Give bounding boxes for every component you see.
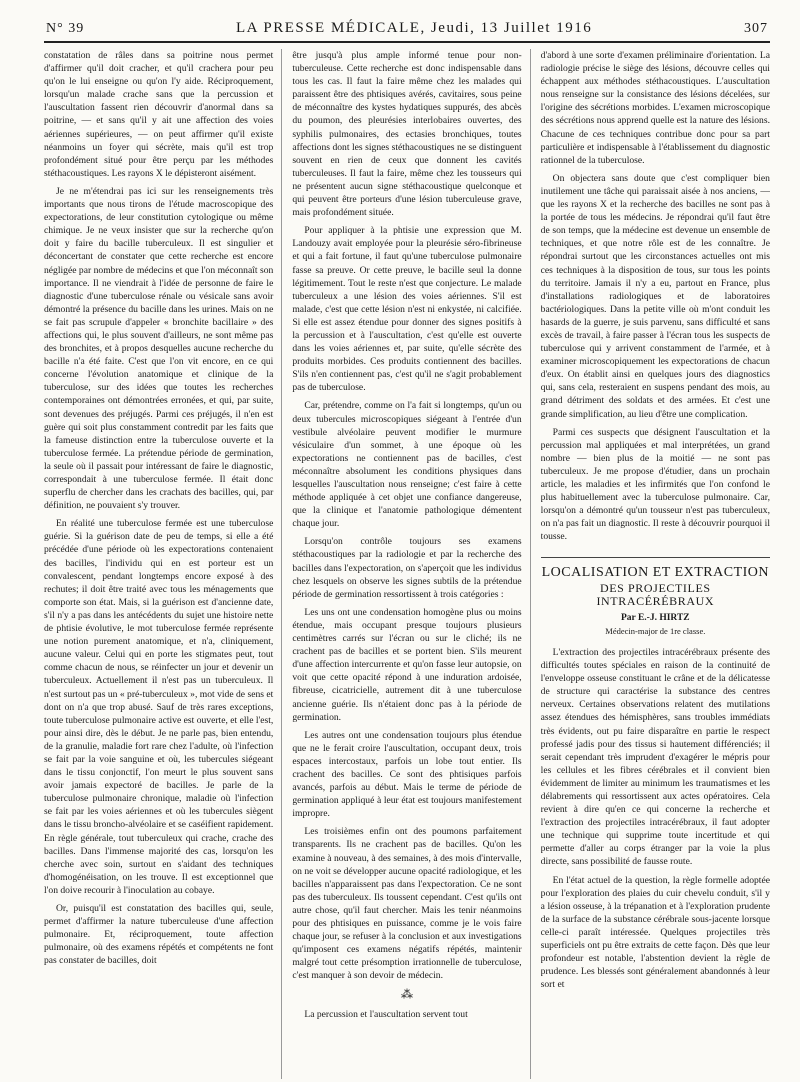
paragraph: Parmi ces suspects que désignent l'auscultation et la percussion mal appliquées et mal interprétées, un grand nombre — bien plus de la moitié — ne sont pas tuberculeux. Je me propose d'étudier, dans un prochain article, les maladies et les infirmités que l'on confond le plus habituellement avec la tuberculose pulmonaire. Car, lorsqu'on a démontré qu'un tousseur n'est pas tuberculeux, on n'a pas fait un diagnostic. Il reste à découvrir pourquoi il tousse.: [540, 426, 770, 543]
paragraph: être jusqu'à plus ample informé tenue pour non-tuberculeuse. Cette recherche est donc indispensable dans tous les cas. Il faut la faire même chez les malades qui paraissent être des phtisiques avérés, cavitaires, sous peine de méconnaître des kystes hydatiques suppurés, des abcès du poumon, des pleurésies interlobaires ouvertes, des syphilis pulmonaires, des ectasies bronchiques, toutes affections dont les signes stéthacoustiques ne se distinguent souvent en rien de ceux que donnent les cavités tuberculeuses. Il faut la faire, même chez les tousseurs qui ne présentent aucun signe stéthacoustique quelconque et qui peuvent être porteurs d'une lésion tuberculeuse grave, mais profondément située.: [292, 50, 522, 219]
author-rank: Médecin-major de 1re classe.: [605, 625, 706, 636]
paragraph: Les uns ont une condensation homogène plus ou moins étendue, mais occupant presque toujours plusieurs centimètres carrés sur l'écran ou sur le cliché; ils ne crachent pas de bacilles et se portent bien. S'ils meurent d'une affection intercurrente et qu'on fasse leur autopsie, on voit que cette opacité répond à une induration ardoisée, fibreuse, cicatricielle, autrement dit à une tuberculose ancienne guérie. Ils n'étaient donc pas à la période de germination.: [292, 606, 522, 723]
article-author: Par E.-J. HIRTZ: [621, 612, 690, 623]
paragraph: d'abord à une sorte d'examen préliminaire d'orientation. La radiologie précise le siège des lésions, découvre celles qui échappent aux méthodes stéthacoustiques. L'auscultation nous renseigne sur la consistance des lésions décelées, sur l'origine des sécrétions morbides. L'examen microscopique des sécrétions nous apprend quelle est la nature des lésions. Chacune de ces techniques contribue donc pour sa part particulière et indispensable à l'établissement du diagnostic rationnel de la tuberculose.: [540, 50, 770, 166]
column-3: [541, 49, 770, 1079]
paragraph: constatation de râles dans sa poitrine nous permet d'affirmer qu'il doit cracher, et qu'il crachera pour peu qu'on le lui enseigne ou qu'on l'y aide. Réciproquement, lorsqu'un malade crache sans que la percussion et l'auscultation fassent rien découvrir d'anormal dans sa poitrine, — et sans qu'il y ait une affection des voies aériennes supérieures, — on peut affirmer qu'il existe néanmoins un foyer qui sécrète, mais qu'il est trop profondément situé pour être perçu par les méthodes stéthacoustiques. Les rayons X le dépisteront aisément.: [44, 50, 274, 179]
paragraph: Pour appliquer à la phtisie une expression que M. Landouzy avait employée pour la pleurésie séro-fibrineuse et qui a fait fortune, il faut qu'une tuberculose pulmonaire fasse sa preuve. Or cette preuve, le bacille seul la donne légitimement. Tout le reste n'est que conjecture. Le malade tuberculeux a une lésion des voies aériennes. S'il est malade, c'est que cette lésion n'est ni enkystée, ni calcifiée. Si elle est assez étendue pour donner des signes positifs à la percussion et à l'auscultation, c'est qu'elle est ouverte dans les voies aériennes et, par suite, qu'elle sécrète des produits morbides. Ces produits contiennent des bacilles. S'ils n'en contiennent pas, c'est qu'il ne s'agit probablement pas de tuberculose.: [292, 225, 522, 394]
text-columns: [44, 49, 770, 1079]
paragraph: La percussion et l'auscultation servent tout: [304, 1008, 468, 1020]
page-number: 307: [744, 21, 768, 36]
column-1: [44, 49, 282, 1079]
paragraph: Or, puisqu'il est constatation des bacilles qui, seule, permet d'affirmer la nature tuberculeuse d'une affection pulmonaire. Et, réciproquement, toute affection pulmonaire, où des examens répétés et compétents ne font pas constater de bacilles, doit: [44, 903, 274, 967]
paragraph: Les autres ont une condensation toujours plus étendue que ne le ferait croire l'auscultation, occupant deux, trois espaces intercostaux, parfois un lobe tout entier. Ils crachent des bacilles. Ce sont des phtisiques parfois avancés, parfois au début. Mais le terme de période de germination appliqué à leur état est toujours manifestement impropre.: [292, 729, 522, 820]
journal-title: LA PRESSE MÉDICALE, Jeudi, 13 Juillet 1916: [235, 20, 593, 36]
article-title: LOCALISATION ET EXTRACTION: [541, 557, 770, 579]
paragraph: L'extraction des projectiles intracérébraux présente des difficultés toutes spéciales en raison de la continuité de l'enveloppe osseuse constituant le crâne et de la délicatesse de structure qui caractérise la substance des centres nerveux. Certaines observations relatent des mutilations assez étendues des hémisphères, sans troubles immédiats très évidents, out pu faire disparaître en partie le respect professé jadis pour des tissus si hautement différenciés; il serait cependant très imprudent d'exagérer le mépris pour les cellules et les fibres cérébrales et il convient bien évidemment de limiter au minimum les traumatismes et les délabrements qui ressortissent aux actes opératoires. Cela revient à dire qu'en ce qui concerne la recherche et l'extraction des projectiles intracérébraux, il faut adopter une technique qui supprime toute incertitude et qui permette d'aller au corps étranger par la voie la plus directe, sans possibilité de fausse route.: [540, 646, 770, 868]
article-subtitle: DES PROJECTILES INTRACÉRÉBRAUX: [596, 580, 715, 608]
column-2: [292, 49, 530, 1079]
page-header: [44, 20, 770, 43]
paragraph: Lorsqu'on contrôle toujours ses examens stéthacoustiques par la radiologie et par la recherche des bacilles dans l'expectoration, on s'aperçoit que les individus chez lesquels on observe les signes subtils de la prétendue période de germination ressortissent à trois catégories :: [292, 536, 522, 600]
issue-number: N° 39: [46, 21, 85, 36]
paragraph: Les troisièmes enfin ont des poumons parfaitement transparents. Ils ne crachent pas de bacilles. Qu'on les examine à nouveau, à des semaines, à des mois d'intervalle, on ne voit se développer aucune opacité radiologique, et les bacilles n'apparaissent pas dans l'expectoration. Ce ne sont pas des tuberculeux. Ils toussent cependant. C'est qu'ils ont autre chose, qu'il faut chercher. Mais les tenir néanmoins pour des phtisiques en puissance, comme je le vois faire chaque jour, se refuser à la conclusion et aux investigations qu'imposent ces examens négatifs répétés, maintenir malgré tout cette présomption irrationnelle de tuberculose, c'est manquer à son devoir de médecin.: [292, 826, 522, 982]
paragraph: Je ne m'étendrai pas ici sur les renseignements très importants que nous tirons de l'étude macroscopique des expectorations, de leur constitution cytologique ou même chimique. Je ne veux insister que sur la recherche qu'on doit y faire du bacille tuberculeux. Il est singulier et déconcertant de constater que cette recherche est encore négligée par nombre de médecins et que l'on méconnaît son importance. Il ne viendrait à l'idée de personne de faire le diagnostic d'une tuberculose rénale ou vésicale sans avoir démontré la présence du bacille dans les urines. Mais on ne se fait pas scrupule d'appeler « bronchite bacillaire » des affections qui, le plus souvent d'ailleurs, ne sont même pas des bronchites, et à propos desquelles aucune recherche du bacille n'a été faite. C'est que l'on vit encore, en ce qui concerne l'évolution anatomique et clinique de la tuberculose, sur des idées que toutes les recherches contemporaines ont démontrées erronées, et qui, par suite, sont devenues des préjugés. Parmi ces préjugés, il n'en est guère qui soit plus constamment contredit par les faits que la fameuse distinction entre la tuberculose ouverte et la tuberculose fermée. La prétendue période de germination, la seule où il passait pour intéressant de faire le diagnostic, correspondait à une tuberculose fermée. Il était donc superflu de chercher dans les crachats des bacilles, qui, par définition, ne pouvaient s'y trouver.: [44, 185, 274, 512]
paragraph: On objectera sans doute que c'est compliquer bien inutilement une tâche qui paraissait aisée à nos anciens, — que les rayons X et la recherche des bacilles ne sont pas à la portée de tous les médecins. Je répondrai qu'il faut être de son temps, que la médecine est devenue un ensemble de techniques, et que notre rôle est de les connaître. Je répondrai surtout que les circonstances actuelles ont mis ces techniques à la disposition de tous, sur tous les points du territoire. Jamais il n'y a eu, partout en France, plus d'installations radiologiques et de laboratoires bactériologiques. Dans la petite ville où m'ont conduit les hasards de la guerre, je suis parvenu, sans difficulté et sans excès de travail, à faire passer à l'écran tous les suspects de tuberculose qui y arrivent constamment de l'armée, et à examiner microscopiquement les expectorations de chacun d'eux. On établit ainsi en quelques jours des diagnostics qui, sans cela, resteraient en suspens pendant des mois, au grand détriment des soldats et des armées. Et c'est une grande simplification, au lieu d'être une complication.: [540, 172, 770, 420]
paragraph: En l'état actuel de la question, la règle formelle adoptée pour l'exploration des plaies du cuir chevelu conduit, s'il y a lésion osseuse, à la trépanation et à l'exploration prudente de la surface de la substance cérébrale sous-jacente lorsque celle-ci paraît intéressée. Quelques projectiles très superficiels ont pu être extraits de cette façon. Dès que leur profondeur est notable, l'abstention devient la règle de prudence. Les blessés sont généralement abandonnés à leur sort et: [540, 874, 770, 991]
paragraph: Car, prétendre, comme on l'a fait si longtemps, qu'un ou deux tubercules microscopiques siégeant à l'entrée d'un vestibule alvéolaire peuvent modifier le murmure vésiculaire d'un sommet, à une époque où les expectorations ne contiennent pas de bacilles, c'est méconnaître absolument les conditions physiques dans lesquelles l'auscultation nous renseigne; c'est faire à cette méthode appliquée à cet objet une confiance dangereuse, que la clinique et l'anatomie pathologique démentent chaque jour.: [292, 400, 522, 530]
paragraph: En réalité une tuberculose fermée est une tuberculose guérie. Si la guérison date de peu de temps, si elle a été précédée d'une période où les expectorations contenaient des bacilles, l'individu qui en est porteur est un convalescent, pendant longtemps encore exposé à des rechutes; il doit être traité avec tous les ménagements que comporte son état. Mais, si la guérison est d'ancienne date, s'il n'y a pas dans les antécédents du sujet une histoire nette de phtisie évolutive, le mot tuberculose fermée représente une notion purement anatomique, et n'a, cliniquement, aucune valeur. Celui qui en porte les stigmates peut, tout comme chacun de nous, se réinfecter un jour et devenir un tuberculeux. Actuellement il n'est pas un tuberculeux. Il n'est surtout pas un « pré-tuberculeux », mot vide de sens et dont on n'a que trop abusé. Sauf de très rares exceptions, toute tuberculose pulmonaire active est ouverte, et elle l'est, pour ainsi dire, dès le début. Je ne parle pas, bien entendu, de la granulie, maladie fort rare chez l'adulte, où l'infection se fait par la voie sanguine et où, les tubercules siégeant dans le tissu conjonctif, l'on meurt le plus souvent sans avoir jamais expectoré de bacilles. Je parle de la tuberculose pulmonaire chronique, maladie où l'infection se fait par les voies aériennes et où les tubercules siègent dans le tissu broncho-alvéolaire et se caséifient rapidement. En règle générale, tout tuberculeux qui crache, crache des bacilles. Dans l'immense majorité des cas, lorsqu'on les cherche avec soin, surtout en s'aidant des techniques d'homogénéisation, on les trouve. Il est exceptionnel que l'on doive recourir à l'inoculation au cobaye.: [44, 518, 274, 896]
section-separator: ⁂: [400, 987, 413, 1002]
